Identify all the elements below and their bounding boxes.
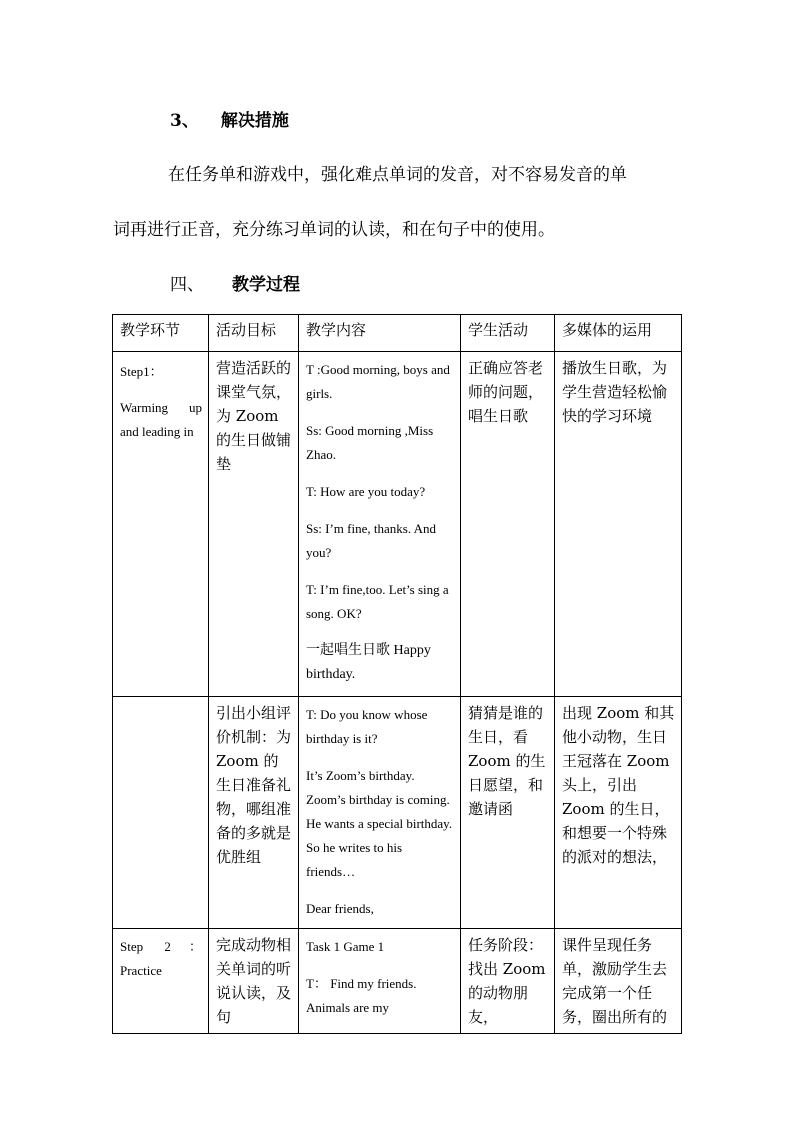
- table-row: [113, 929, 682, 1034]
- goal-cell: [209, 929, 299, 1034]
- media-text: 播放生日歌，为学生营造轻松愉快的学习环境: [562, 359, 668, 425]
- content-line: It’s Zoom’s birthday. Zoom’s birthday is coming. He wants a special birthday. So he writes to his friends…: [306, 768, 453, 879]
- header-media: 多媒体的运用: [555, 315, 682, 352]
- section-4-heading: [170, 270, 300, 295]
- content-line: T: I’m fine,too. Let’s sing a song. OK?: [306, 582, 449, 621]
- table-row: [113, 697, 682, 929]
- table-row: [113, 352, 682, 697]
- student-activity-cell: [461, 929, 555, 1034]
- student-activity-cell: [461, 697, 555, 929]
- measures-line-1: 在任务单和游戏中，强化难点单词的发音，对不容易发音的单: [168, 165, 627, 185]
- section-3-title: 解决措施: [220, 111, 289, 131]
- student-activity-text: 猜猜是谁的生日，看 Zoom 的生日愿望，和邀请函: [468, 704, 546, 818]
- step-detail: Warming up and leading in: [120, 400, 202, 439]
- section-3-number: 3、: [170, 111, 199, 131]
- header-goal: 活动目标: [209, 315, 299, 352]
- goal-text: 完成动物相关单词的听说认读，及句: [216, 936, 292, 1026]
- stage-cell: [113, 697, 209, 929]
- student-activity-cell: [461, 352, 555, 697]
- measures-line-2: 词再进行正音，充分练习单词的认读，和在句子中的使用。: [113, 220, 555, 240]
- media-text: 出现 Zoom 和其他小动物，生日王冠落在 Zoom 头上，引出 Zoom 的生日，和想要一个特殊的派对的想法，: [562, 704, 675, 866]
- goal-text: 引出小组评价机制：为 Zoom 的生日准备礼物，哪组准备的多就是优胜组: [216, 704, 292, 866]
- section-4-number: 四、: [170, 275, 204, 295]
- content-line: T :Good morning, boys and girls.: [306, 362, 450, 401]
- student-activity-text: 正确应答老师的问题，唱生日歌: [468, 359, 544, 425]
- header-content: 教学内容: [299, 315, 461, 352]
- section-3-heading: [170, 106, 289, 131]
- step-name: Step1：: [120, 364, 163, 379]
- goal-cell: [209, 697, 299, 929]
- media-cell: [555, 352, 682, 697]
- media-cell: [555, 697, 682, 929]
- content-line: Dear friends,: [306, 901, 374, 916]
- content-line: Task 1 Game 1: [306, 939, 385, 954]
- goal-text: 营造活跃的课堂气氛，为 Zoom 的生日做铺垫: [216, 359, 292, 473]
- teaching-process-table: [112, 314, 682, 1034]
- stage-cell: [113, 352, 209, 697]
- header-stage: 教学环节: [113, 315, 209, 352]
- media-text: 课件呈现任务单，激励学生去完成第一个任务，圈出所有的: [562, 936, 668, 1026]
- step-name: Step 2：Practice: [120, 939, 202, 978]
- content-line: Ss: I’m fine, thanks. And you?: [306, 521, 436, 560]
- goal-cell: [209, 352, 299, 697]
- content-cell: [299, 929, 461, 1034]
- content-line: Ss: Good morning ,Miss Zhao.: [306, 423, 434, 462]
- student-activity-text: 任务阶段：找出 Zoom 的动物朋友，: [468, 936, 546, 1026]
- content-line: T: Do you know whose birthday is it?: [306, 707, 428, 746]
- content-cell: [299, 352, 461, 697]
- media-cell: [555, 929, 682, 1034]
- stage-cell: [113, 929, 209, 1034]
- content-line: T: How are you today?: [306, 484, 426, 499]
- table-header-row: [113, 315, 682, 352]
- content-line: T： Find my friends. Animals are my: [306, 976, 417, 1015]
- header-student-activity: 学生活动: [461, 315, 555, 352]
- section-4-title: 教学过程: [232, 275, 300, 295]
- content-cell: [299, 697, 461, 929]
- content-line: 一起唱生日歌 Happy birthday.: [306, 643, 431, 682]
